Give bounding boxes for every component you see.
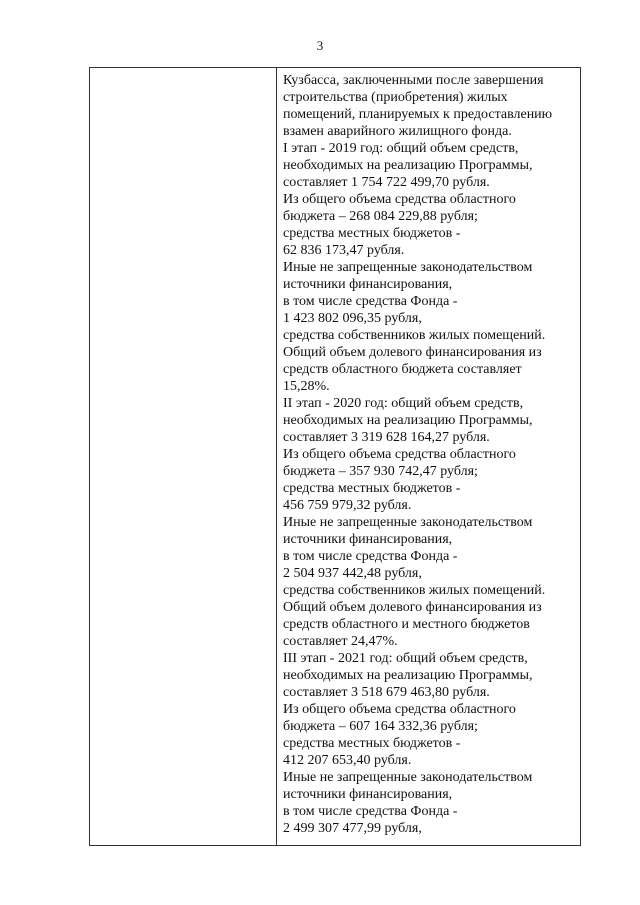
text-line: 15,28%. bbox=[283, 379, 330, 394]
text-line: средств областного бюджета составляет bbox=[283, 362, 522, 377]
text-line: в том числе средства Фонда - bbox=[283, 549, 458, 564]
text-line: Из общего объема средства областного bbox=[283, 192, 516, 207]
text-line: 2 504 937 442,48 рубля, bbox=[283, 566, 422, 581]
text-line: Общий объем долевого финансирования из bbox=[283, 600, 542, 615]
text-line: в том числе средства Фонда - bbox=[283, 804, 458, 819]
text-line: необходимых на реализацию Программы, bbox=[283, 158, 533, 173]
text-line: Иные не запрещенные законодательством bbox=[283, 260, 533, 275]
text-line: взамен аварийного жилищного фонда. bbox=[283, 124, 512, 139]
text-line: средства местных бюджетов - bbox=[283, 481, 461, 496]
text-line: бюджета – 357 930 742,47 рубля; bbox=[283, 464, 478, 479]
text-line: 2 499 307 477,99 рубля, bbox=[283, 821, 422, 836]
text-line: 412 207 653,40 рубля. bbox=[283, 753, 412, 768]
document-table bbox=[89, 67, 581, 846]
text-line: Иные не запрещенные законодательством bbox=[283, 515, 533, 530]
text-line: Кузбасса, заключенными после завершения bbox=[283, 73, 544, 88]
text-line: источники финансирования, bbox=[283, 787, 453, 802]
text-line: 456 759 979,32 рубля. bbox=[283, 498, 412, 513]
text-line: Из общего объема средства областного bbox=[283, 447, 516, 462]
text-line: I этап - 2019 год: общий объем средств, bbox=[283, 141, 519, 156]
text-line: Иные не запрещенные законодательством bbox=[283, 770, 533, 785]
text-line: помещений, планируемых к предоставлению bbox=[283, 107, 553, 122]
text-line: 1 423 802 096,35 рубля, bbox=[283, 311, 422, 326]
text-line: необходимых на реализацию Программы, bbox=[283, 668, 533, 683]
text-line: составляет 1 754 722 499,70 рубля. bbox=[283, 175, 490, 190]
text-line: средства местных бюджетов - bbox=[283, 736, 461, 751]
text-line: составляет 24,47%. bbox=[283, 634, 398, 649]
text-line: строительства (приобретения) жилых bbox=[283, 90, 508, 105]
text-line: Общий объем долевого финансирования из bbox=[283, 345, 542, 360]
text-line: составляет 3 518 679 463,80 рубля. bbox=[283, 685, 490, 700]
text-line: Из общего объема средства областного bbox=[283, 702, 516, 717]
text-line: средства собственников жилых помещений. bbox=[283, 328, 546, 343]
text-line: составляет 3 319 628 164,27 рубля. bbox=[283, 430, 490, 445]
text-line: бюджета – 268 084 229,88 рубля; bbox=[283, 209, 478, 224]
text-line: II этап - 2020 год: общий объем средств, bbox=[283, 396, 524, 411]
text-line: источники финансирования, bbox=[283, 532, 453, 547]
text-line: 62 836 173,47 рубля. bbox=[283, 243, 405, 258]
text-line: III этап - 2021 год: общий объем средств, bbox=[283, 651, 528, 666]
table-left-cell bbox=[90, 68, 277, 845]
page-number: 3 bbox=[316, 38, 324, 53]
text-line: в том числе средства Фонда - bbox=[283, 294, 458, 309]
text-line: средства местных бюджетов - bbox=[283, 226, 461, 241]
text-line: необходимых на реализацию Программы, bbox=[283, 413, 533, 428]
text-line: средств областного и местного бюджетов bbox=[283, 617, 530, 632]
text-line: бюджета – 607 164 332,36 рубля; bbox=[283, 719, 478, 734]
table-right-cell bbox=[277, 68, 580, 845]
text-line: источники финансирования, bbox=[283, 277, 453, 292]
text-line: средства собственников жилых помещений. bbox=[283, 583, 546, 598]
